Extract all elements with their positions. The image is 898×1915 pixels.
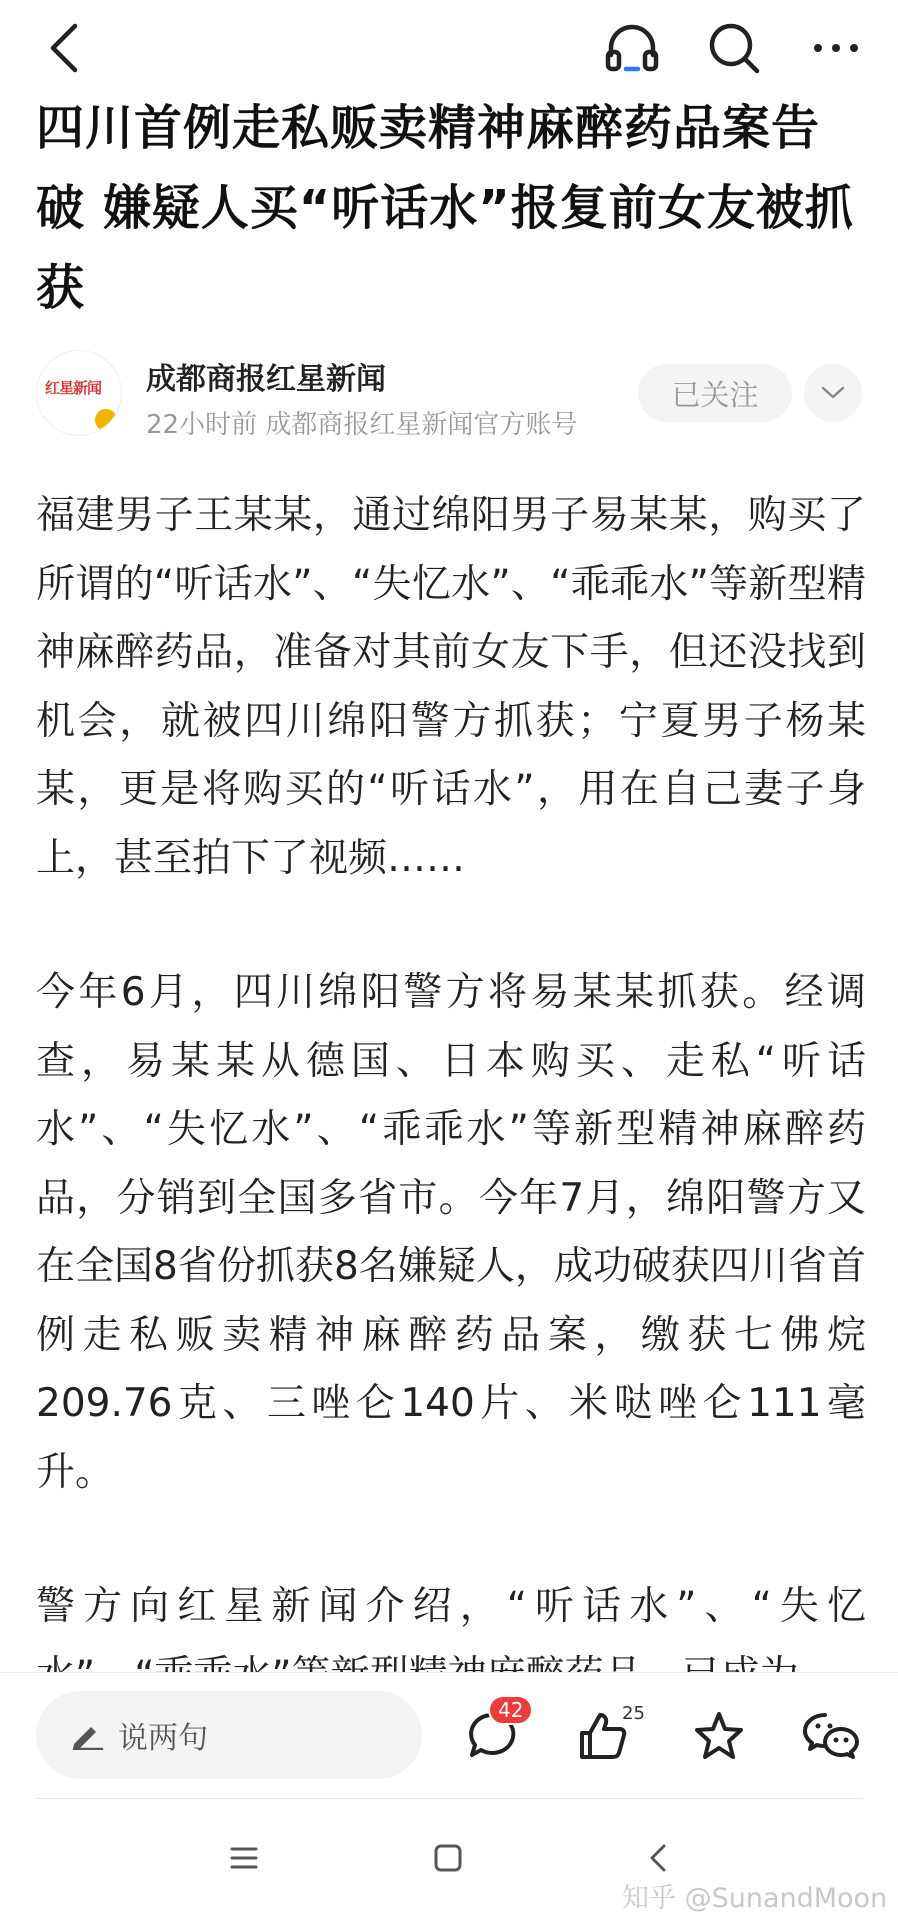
article-body (36, 482, 866, 1776)
author-row (0, 350, 898, 440)
square-icon (433, 1843, 463, 1873)
divider (36, 1798, 862, 1799)
paragraph: 今年6月，四川绵阳警方将易某某抓获。经调查，易某某从德国、日本购买、走私“听话水”、“失忆水”、“乖乖水”等新型精神麻醉药品，分销到全国多省市。今年7月，绵阳警方又在全国8省份抓获8名嫌疑人，成功破获四川省首例走私贩卖精神麻醉药品案，缴获七佛烷209.76克、三唑仑140片、米哒唑仑111毫升。 (36, 970, 866, 1495)
paragraph: 警方向红星新闻介绍，“听话水”、“失忆 (36, 1584, 866, 1629)
listen-button[interactable] (600, 16, 664, 80)
nav-menu-button[interactable] (214, 1828, 274, 1888)
expand-button[interactable] (804, 364, 862, 422)
star-icon (692, 1709, 746, 1763)
author-name[interactable]: 成都商报红星新闻 (146, 362, 386, 397)
paragraph: 福建男子王某某，通过绵阳男子易某某，购买了所谓的“听话水”、“失忆水”、“乖乖水”等新型精神麻醉药品，准备对其前女友下手，但还没找到机会，就被四川绵阳警方抓获；宁夏男子杨某某，更是将购买的“听话水”，用在自己妻子身上，甚至拍下了视频…… (36, 493, 866, 881)
share-wechat-button[interactable] (796, 1701, 866, 1771)
avatar-logo: 红星新闻 (45, 379, 102, 397)
menu-icon (229, 1845, 259, 1871)
wechat-icon (801, 1709, 861, 1763)
search-button[interactable] (702, 16, 766, 80)
article-title: 四川首例走私贩卖精神麻醉药品案告破 嫌疑人买“听话水”报复前女友被抓获 (36, 100, 854, 316)
follow-button[interactable]: 已关注 (638, 364, 792, 422)
search-icon (706, 20, 762, 76)
favorite-button[interactable] (684, 1701, 754, 1771)
headphones-icon (603, 19, 661, 77)
comment-input[interactable] (36, 1691, 422, 1779)
like-count: 25 (622, 1703, 645, 1724)
nav-home-button[interactable] (418, 1828, 478, 1888)
watermark: 知乎 @SunandMoon (622, 1883, 888, 1914)
comment-count-badge: 42 (488, 1695, 533, 1725)
chevron-left-icon (47, 22, 81, 74)
avatar[interactable] (36, 350, 122, 436)
verified-icon (93, 407, 119, 433)
comment-placeholder: 说两句 (118, 1721, 208, 1756)
author-meta: 22小时前 成都商报红星新闻官方账号 (146, 410, 578, 440)
back-triangle-icon (648, 1843, 668, 1873)
more-icon (812, 42, 860, 54)
back-button[interactable] (38, 18, 90, 78)
more-button[interactable] (806, 16, 866, 80)
bottom-action-bar (0, 1672, 898, 1797)
chevron-down-icon (821, 386, 845, 400)
top-toolbar (0, 0, 898, 95)
pencil-icon (70, 1720, 104, 1750)
